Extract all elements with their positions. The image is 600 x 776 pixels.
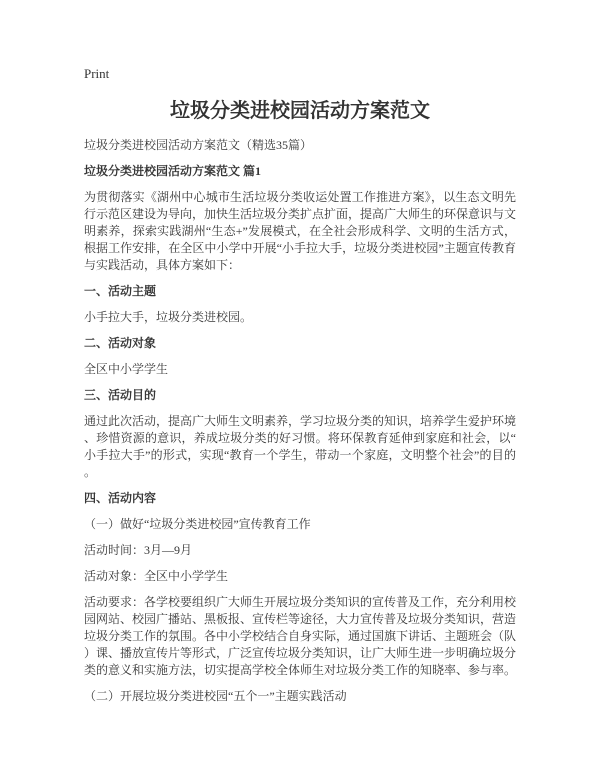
intro-paragraph: 为贯彻落实《湖州中心城市生活垃圾分类收运处置工作推进方案》，以生态文明先行示范区建设为导向，加快生活垃圾分类扩点扩面，提高广大师生的环保意识与文明素养，探索实践湖州“生态+”发展模式，在全社会形成科学、文明的生活方式，根据工作安排，在全区中小学中开展“小手拉大手，垃圾分类进校园”主题宣传教育与实践活动，具体方案如下： xyxy=(84,190,517,272)
doc-subtitle: 垃圾分类进校园活动方案范文（精选35篇） xyxy=(84,138,313,152)
print-link[interactable]: Print xyxy=(84,66,110,81)
section-4-item-1-requirements: 活动要求：各学校要组织广大师生开展垃圾分类知识的宣传普及工作，充分利用校园网站、校园广播站、黑板报、宣传栏等途径，大力宣传普及垃圾分类知识，营造垃圾分类工作的氛围。各中小学校结合自身实际，通过国旗下讲话、主题班会（队）课、播放宣传片等形式，广泛宣传垃圾分类知识，让广大师生进一步明确垃圾分类的意义和实施方法，切实提高学校全体师生对垃圾分类工作的知晓率、参与率。 xyxy=(84,595,517,677)
section-3-body: 通过此次活动，提高广大师生文明素养，学习垃圾分类的知识，培养学生爱护环境、珍惜资源的意识，养成垃圾分类的好习惯。将环保教育延伸到家庭和社会，以“小手拉大手”的形式，实现“教育一个学生，带动一个家庭，文明整个社会”的目的。 xyxy=(84,414,517,479)
page-title: 垃圾分类进校园活动方案范文 xyxy=(170,100,430,122)
article-heading: 垃圾分类进校园活动方案范文 篇1 xyxy=(84,164,262,178)
section-1-body: 小手拉大手，垃圾分类进校园。 xyxy=(84,310,253,324)
section-4-item-1-target: 活动对象：全区中小学学生 xyxy=(84,569,229,583)
section-2-heading: 二、活动对象 xyxy=(84,336,157,350)
section-4-item-1-time: 活动时间：3月—9月 xyxy=(84,543,193,557)
section-4-item-1-title: （一）做好“垃圾分类进校园”宣传教育工作 xyxy=(84,517,311,531)
section-3-heading: 三、活动目的 xyxy=(84,388,157,402)
section-2-body: 全区中小学学生 xyxy=(84,362,169,376)
section-4-heading: 四、活动内容 xyxy=(84,491,157,505)
section-4-item-2-title: （二）开展垃圾分类进校园“五个一”主题实践活动 xyxy=(84,689,347,703)
section-1-heading: 一、活动主题 xyxy=(84,284,157,298)
